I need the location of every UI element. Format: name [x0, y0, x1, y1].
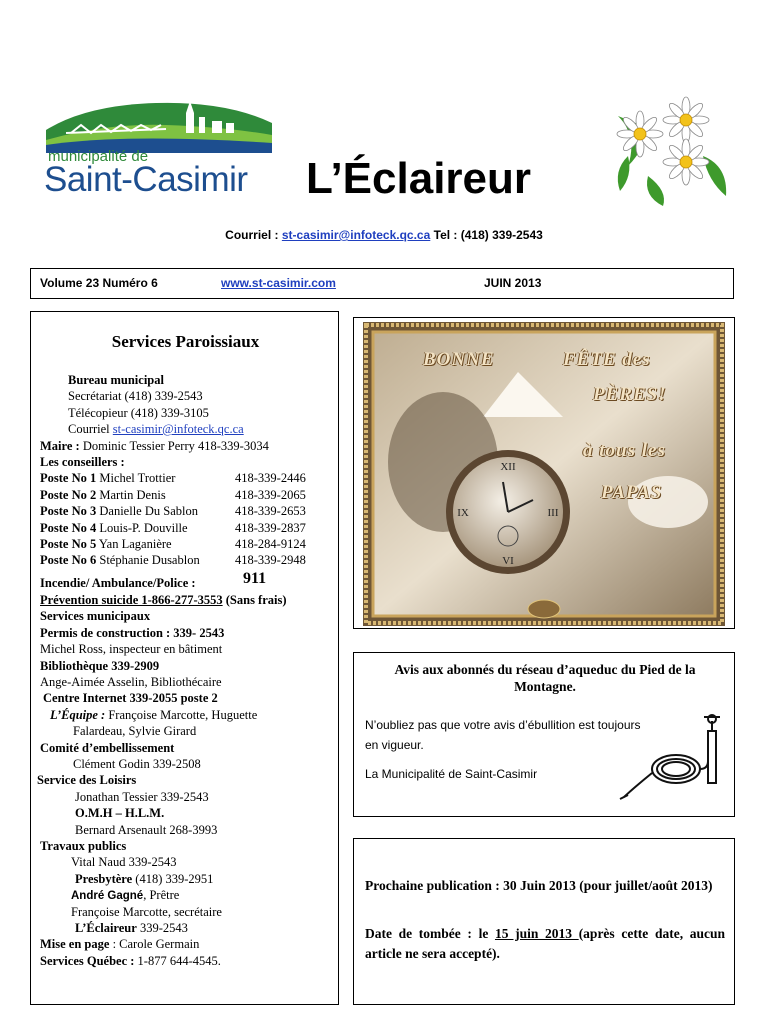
- notice-body-line1: N’oubliez pas que votre avis d’ébullition est toujours: [365, 718, 641, 732]
- equipe-line: [50, 707, 257, 723]
- conseillers-label: Les conseillers :: [40, 455, 125, 469]
- fathers-day-box: [353, 317, 735, 629]
- poste-label: Poste No 2: [40, 488, 97, 502]
- deadline-suffix: (après cette date, aucun article ne sera accepté).: [365, 926, 725, 961]
- eclaireur-line: [75, 920, 188, 936]
- fathers-day-card: [363, 322, 725, 626]
- poste-phone: 418-339-2446: [235, 471, 306, 485]
- services-title: Services Paroissiaux: [111, 332, 260, 351]
- equipe-label: L’Équipe :: [50, 708, 106, 722]
- presbytere-tel: (418) 339-2951: [132, 872, 214, 886]
- poste-row: [40, 487, 166, 503]
- poste-phone: 418-339-2653: [235, 504, 306, 518]
- courriel-link[interactable]: st-casimir@infoteck.qc.ca: [112, 422, 244, 436]
- contact-tel: Tel : (418) 339-2543: [433, 228, 543, 242]
- volume-number: Volume 23 Numéro 6: [40, 276, 158, 290]
- comite-name: Clément Godin 339-2508: [73, 757, 201, 771]
- poste-row: [40, 503, 198, 519]
- poste-row: [40, 470, 175, 486]
- eclaireur-tel: 339-2543: [136, 921, 188, 935]
- poste-phone: 418-284-9124: [235, 537, 306, 551]
- suicide-note: (Sans frais): [222, 593, 287, 607]
- notice-title-line2: Montagne.: [514, 679, 576, 694]
- presbytere-label: Presbytère: [75, 872, 133, 886]
- suicide-line: [40, 592, 287, 608]
- poste-name: Louis-P. Douville: [96, 521, 188, 535]
- website-link[interactable]: www.st-casimir.com: [221, 276, 336, 290]
- secretariat-line: Secrétariat (418) 339-2543: [68, 389, 203, 403]
- daisy-flowers-image: [608, 96, 732, 208]
- equipe-names: Françoise Marcotte, Huguette: [105, 708, 258, 722]
- poste-name: Stéphanie Dusablon: [96, 553, 200, 567]
- loisirs-name: Jonathan Tessier 339-2543: [75, 790, 209, 804]
- gagne-line: [71, 887, 179, 904]
- permis-label: Permis de construction : 339- 2543: [40, 626, 225, 640]
- permis-name: Michel Ross, inspecteur en bâtiment: [40, 642, 223, 656]
- poste-row: [40, 536, 172, 552]
- poste-label: Poste No 6: [40, 553, 97, 567]
- card-line1b: FÊTE des: [563, 349, 651, 370]
- poste-label: Poste No 5: [40, 537, 97, 551]
- notice-signature: La Municipalité de Saint-Casimir: [365, 767, 538, 781]
- omh-label: O.M.H – H.L.M.: [75, 806, 165, 820]
- poste-label: Poste No 1: [40, 471, 97, 485]
- publication-box: [353, 838, 735, 1005]
- poste-name: Martin Denis: [96, 488, 166, 502]
- poste-phone: 418-339-2837: [235, 521, 306, 535]
- gagne-label: André Gagné: [71, 890, 144, 902]
- notice-box: [353, 652, 735, 817]
- bibliotheque-label: Bibliothèque 339-2909: [40, 659, 160, 673]
- card-line1a: BONNE: [423, 349, 495, 370]
- poste-phone: 418-339-2948: [235, 553, 306, 567]
- miseenpage-label: Mise en page: [40, 937, 110, 951]
- contact-line: [0, 228, 768, 242]
- loisirs-label: Service des Loisirs: [37, 773, 137, 787]
- card-line2: PÈRES!: [593, 384, 667, 405]
- comite-label: Comité d’embellissement: [40, 741, 175, 755]
- card-line4: PAPAS: [601, 482, 663, 503]
- poste-row: [40, 520, 188, 536]
- poste-name: Michel Trottier: [96, 471, 176, 485]
- services-municipaux-label: Services municipaux: [40, 609, 151, 623]
- quebec-tel: 1-877 644-4545.: [134, 954, 221, 968]
- travaux-name: Vital Naud 339-2543: [71, 855, 177, 869]
- equipe-names-2: Falardeau, Sylvie Girard: [73, 724, 197, 738]
- notice-body: [365, 715, 641, 755]
- eclaireur-label: L’Éclaireur: [75, 921, 137, 935]
- presbytere-line: [75, 871, 213, 887]
- poste-label: Poste No 3: [40, 504, 97, 518]
- svg-text:III: III: [547, 507, 559, 519]
- logo-name: Saint-Casimir: [44, 160, 248, 199]
- omh-name: Bernard Arsenault 268-3993: [75, 823, 218, 837]
- poste-row: [40, 552, 200, 568]
- volume-bar: [30, 268, 734, 299]
- maire-value: Dominic Tessier Perry 418-339-3034: [79, 439, 269, 453]
- next-publication: Prochaine publication : 30 Juin 2013 (pour juillet/août 2013): [365, 878, 713, 893]
- courriel-label: Courriel: [68, 422, 113, 436]
- notice-title: [354, 661, 736, 695]
- marcotte-line: Françoise Marcotte, secrétaire: [71, 905, 222, 919]
- quebec-label: Services Québec :: [40, 954, 135, 968]
- telecopieur-line: Télécopieur (418) 339-3105: [68, 406, 209, 420]
- quebec-line: [40, 953, 221, 969]
- services-box: [30, 311, 339, 1005]
- newsletter-title: L’Éclaireur: [306, 154, 532, 203]
- poste-phone: 418-339-2065: [235, 488, 306, 502]
- miseenpage-line: [40, 936, 199, 952]
- travaux-label: Travaux publics: [40, 839, 127, 853]
- issue-date: JUIN 2013: [484, 276, 542, 290]
- svg-text:VI: VI: [502, 555, 514, 567]
- internet-label: Centre Internet 339-2055 poste 2: [43, 691, 218, 705]
- emergency-number: 911: [243, 570, 267, 587]
- poste-label: Poste No 4: [40, 521, 97, 535]
- contact-prefix: Courriel :: [225, 228, 279, 242]
- deadline-notice: [365, 924, 725, 964]
- notice-body-line2: en vigueur.: [365, 738, 424, 752]
- maire-line: [40, 438, 269, 454]
- suicide-label: Prévention suicide 1-866-277-3553: [40, 593, 223, 607]
- deadline-date: 15 juin 2013: [494, 926, 579, 941]
- poste-name: Danielle Du Sablon: [96, 504, 198, 518]
- contact-email-link[interactable]: st-casimir@infoteck.qc.ca: [281, 228, 431, 242]
- logo-subtitle: municipalité de: [48, 148, 149, 165]
- svg-text:XII: XII: [500, 461, 516, 473]
- emergency-label: Incendie/ Ambulance/Police :: [40, 576, 196, 590]
- bureau-label: Bureau municipal: [68, 373, 164, 387]
- logo-graphic: [46, 95, 272, 155]
- card-line3: à tous les: [583, 440, 666, 461]
- svg-text:IX: IX: [457, 507, 469, 519]
- courriel-line: [68, 421, 244, 437]
- card-image: [363, 322, 725, 626]
- bibliotheque-name: Ange-Aimée Asselin, Bibliothécaire: [40, 675, 222, 689]
- water-hose-icon: [616, 711, 728, 807]
- gagne-role: , Prêtre: [143, 888, 180, 902]
- poste-name: Yan Laganière: [96, 537, 172, 551]
- notice-title-line1: Avis aux abonnés du réseau d’aqueduc du Pied de la: [394, 662, 696, 677]
- maire-label: Maire :: [40, 439, 80, 453]
- miseenpage-name: : Carole Germain: [109, 937, 200, 951]
- deadline-prefix: Date de tombée : le: [365, 926, 495, 941]
